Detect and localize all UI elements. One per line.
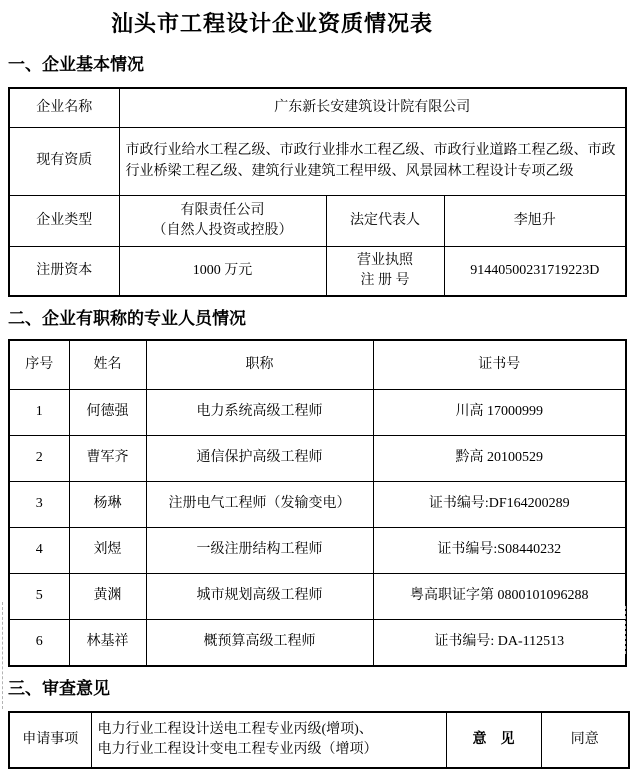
legal-rep-value: 李旭升 — [444, 196, 626, 247]
registered-capital-value: 1000 万元 — [119, 247, 326, 297]
table-row — [9, 436, 626, 482]
person-title: 概预算高级工程师 — [146, 620, 373, 667]
table-row — [9, 528, 626, 574]
person-no: 4 — [9, 528, 69, 574]
company-type-line1: 有限责任公司 — [180, 202, 265, 218]
column-header-no: 序号 — [9, 340, 69, 390]
person-cert: 黔高 20100529 — [373, 436, 626, 482]
application-label: 申请事项 — [9, 712, 91, 768]
application-value — [91, 712, 446, 768]
table-row — [9, 247, 626, 297]
table-row — [9, 620, 626, 667]
legal-rep-label: 法定代表人 — [326, 196, 444, 247]
person-name: 何德强 — [69, 390, 146, 436]
section-review-heading: 三、审查意见 — [8, 679, 110, 698]
person-title: 电力系统高级工程师 — [146, 390, 373, 436]
table-row — [9, 482, 626, 528]
person-cert: 证书编号: DA-112513 — [373, 620, 626, 667]
section-personnel-heading: 二、企业有职称的专业人员情况 — [8, 309, 246, 328]
table-row — [9, 390, 626, 436]
column-header-name: 姓名 — [69, 340, 146, 390]
person-name: 曹军齐 — [69, 436, 146, 482]
person-cert: 证书编号:S08440232 — [373, 528, 626, 574]
company-type-label: 企业类型 — [9, 196, 119, 247]
personnel-table — [8, 339, 627, 667]
table-row — [9, 128, 626, 196]
table-row — [9, 196, 626, 247]
column-header-cert: 证书号 — [373, 340, 626, 390]
person-cert: 川高 17000999 — [373, 390, 626, 436]
document-title: 汕头市工程设计企业资质情况表 — [110, 11, 433, 36]
table-row — [9, 712, 629, 768]
person-cert: 证书编号:DF164200289 — [373, 482, 626, 528]
license-number-value: 91440500231719223D — [444, 247, 626, 297]
column-header-title: 职称 — [146, 340, 373, 390]
person-no: 5 — [9, 574, 69, 620]
license-label-line1: 营业执照 — [357, 252, 413, 268]
registered-capital-label: 注册资本 — [9, 247, 119, 297]
review-table — [8, 711, 630, 769]
person-name: 刘煜 — [69, 528, 146, 574]
license-number-label — [326, 247, 444, 297]
person-no: 2 — [9, 436, 69, 482]
person-cert: 粤高职证字第 0800101096288 — [373, 574, 626, 620]
company-type-line2: （自然人投资或控股） — [152, 223, 293, 238]
person-no: 1 — [9, 390, 69, 436]
opinion-value: 同意 — [541, 712, 629, 768]
basic-info-table — [8, 87, 627, 297]
personnel-header-row — [9, 340, 626, 390]
license-label-line2: 注 册 号 — [360, 273, 410, 288]
section-basic-heading: 一、企业基本情况 — [8, 55, 144, 74]
qualifications-label: 现有资质 — [9, 128, 119, 196]
table-row — [9, 574, 626, 620]
person-title: 通信保护高级工程师 — [146, 436, 373, 482]
qualifications-value: 市政行业给水工程乙级、市政行业排水工程乙级、市政行业道路工程乙级、市政行业桥梁工程乙级、建筑行业建筑工程甲级、风景园林工程设计专项乙级 — [119, 128, 626, 196]
person-name: 杨琳 — [69, 482, 146, 528]
person-title: 一级注册结构工程师 — [146, 528, 373, 574]
application-line2: 电力行业工程设计变电工程专业丙级（增项） — [97, 742, 378, 757]
company-name-label: 企业名称 — [9, 88, 119, 128]
text-boundary-left-dashed-line — [2, 602, 3, 709]
application-line1: 电力行业工程设计送电工程专业丙级(增项)、 — [97, 721, 373, 737]
person-title: 城市规划高级工程师 — [146, 574, 373, 620]
company-type-value — [119, 196, 326, 247]
table-row — [9, 88, 626, 128]
person-no: 6 — [9, 620, 69, 667]
person-title: 注册电气工程师（发输变电） — [146, 482, 373, 528]
person-no: 3 — [9, 482, 69, 528]
text-boundary-right-dashed-line — [625, 606, 626, 654]
company-name-value: 广东新长安建筑设计院有限公司 — [119, 88, 626, 128]
opinion-label: 意 见 — [446, 712, 541, 768]
person-name: 黄渊 — [69, 574, 146, 620]
person-name: 林基祥 — [69, 620, 146, 667]
